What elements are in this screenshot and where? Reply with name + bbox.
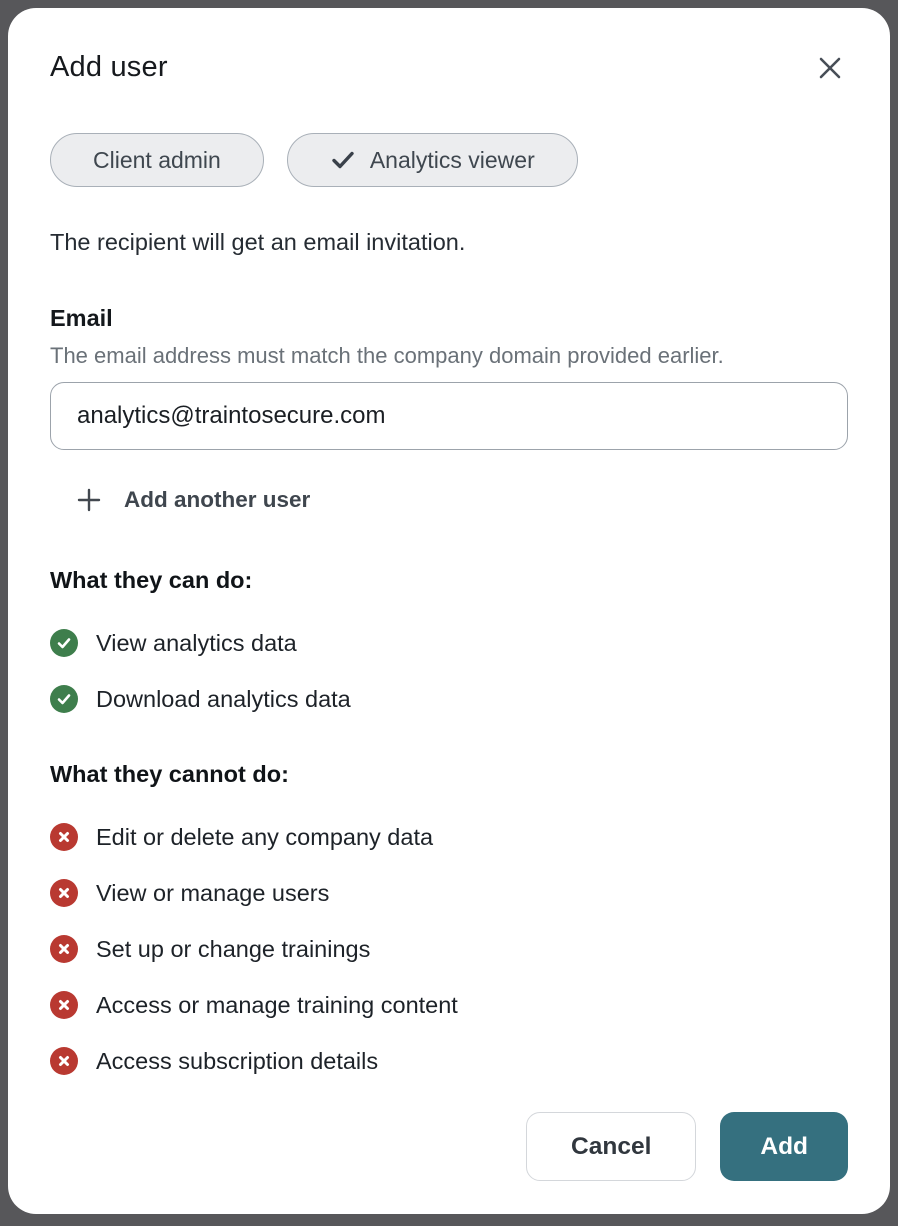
x-circle-icon xyxy=(50,935,78,963)
checkmark-icon xyxy=(330,147,356,173)
permission-label: Edit or delete any company data xyxy=(96,824,434,850)
list-item xyxy=(50,934,848,964)
list-item xyxy=(50,1046,848,1076)
dialog-header xyxy=(50,50,848,86)
permission-label: View analytics data xyxy=(96,630,297,656)
permission-label: Download analytics data xyxy=(96,686,351,712)
chip-label: Analytics viewer xyxy=(369,146,535,173)
x-circle-icon xyxy=(50,991,78,1019)
x-circle-icon xyxy=(50,879,78,907)
list-item xyxy=(50,628,848,658)
email-label: Email xyxy=(50,305,113,331)
plus-icon xyxy=(76,487,102,513)
chip-label: Client admin xyxy=(93,146,221,173)
permission-label: View or manage users xyxy=(96,880,330,906)
invitation-note: The recipient will get an email invitation. xyxy=(50,229,466,255)
page-title: Add user xyxy=(50,51,168,83)
dialog-footer xyxy=(50,1112,848,1181)
list-item xyxy=(50,684,848,714)
role-chips xyxy=(50,133,848,187)
can-do-heading: What they can do: xyxy=(50,567,253,593)
list-item xyxy=(50,990,848,1020)
add-user-dialog xyxy=(8,8,890,1214)
can-do-list xyxy=(50,628,848,714)
chip-client-admin[interactable] xyxy=(50,133,264,187)
email-field[interactable] xyxy=(50,382,848,450)
list-item xyxy=(50,878,848,908)
x-circle-icon xyxy=(50,1047,78,1075)
close-button[interactable] xyxy=(812,50,848,86)
email-helper-text: The email address must match the company domain provided earlier. xyxy=(50,343,724,368)
permission-label: Access or manage training content xyxy=(96,992,458,1018)
permission-label: Set up or change trainings xyxy=(96,936,371,962)
check-circle-icon xyxy=(50,685,78,713)
add-another-user-label: Add another user xyxy=(124,487,311,512)
x-circle-icon xyxy=(50,823,78,851)
close-icon xyxy=(814,72,846,87)
check-circle-icon xyxy=(50,629,78,657)
cannot-do-list xyxy=(50,822,848,1076)
add-button[interactable]: Add xyxy=(720,1112,848,1181)
cancel-button[interactable]: Cancel xyxy=(526,1112,696,1181)
permission-label: Access subscription details xyxy=(96,1048,379,1074)
chip-analytics-viewer[interactable] xyxy=(287,133,578,187)
add-another-user-button[interactable] xyxy=(76,485,848,515)
cannot-do-heading: What they cannot do: xyxy=(50,761,289,787)
list-item xyxy=(50,822,848,852)
